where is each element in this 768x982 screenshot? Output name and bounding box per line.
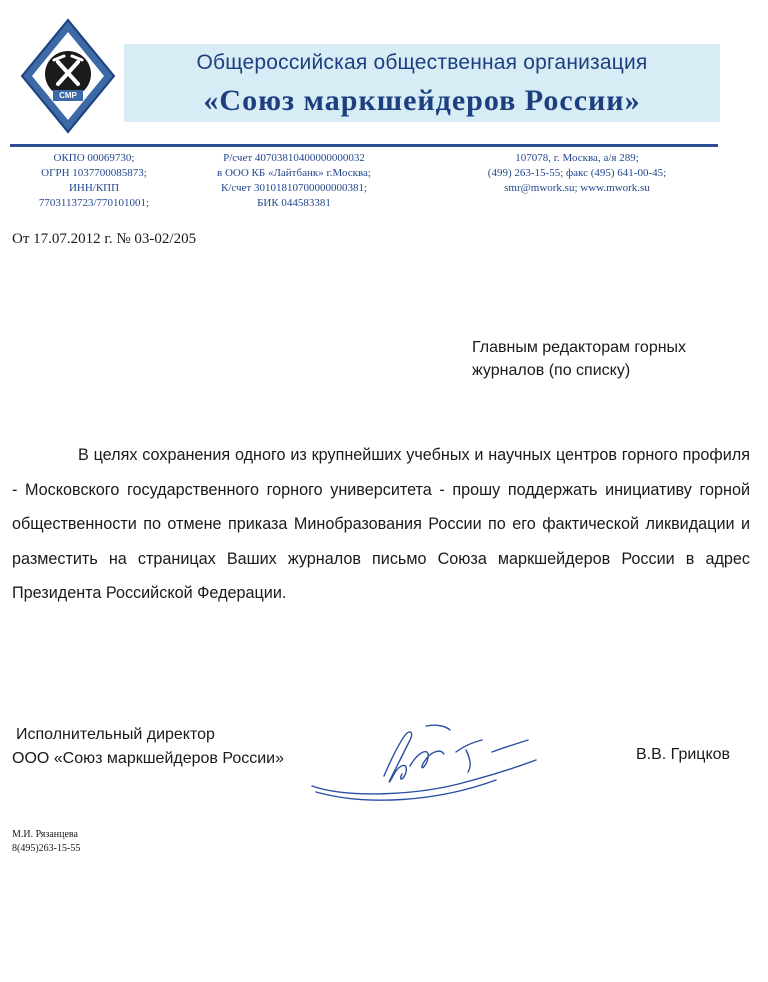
- requisite-line: ОГРН 1037700085873;: [41, 167, 147, 179]
- addressee-line: журналов (по списку): [472, 362, 631, 379]
- executor-phone: 8(495)263-15-55: [12, 843, 81, 854]
- requisite-line: 107078, г. Москва, а/я 289;: [515, 152, 639, 164]
- requisites-contacts: [452, 151, 702, 196]
- requisite-line: 7703113723/770101001;: [38, 197, 150, 209]
- signatory-title: [12, 723, 284, 771]
- executor-contact: [12, 828, 80, 856]
- handwritten-signature: [306, 722, 546, 812]
- requisites-codes: [14, 151, 174, 211]
- logo-text: СМР: [59, 91, 77, 100]
- addressee-line: Главным редакторам горных: [472, 339, 687, 356]
- signatory-position: Исполнительный директор: [16, 726, 215, 743]
- requisite-line: в ООО КБ «Лайтбанк» г.Москва;: [217, 167, 371, 179]
- requisite-line: ИНН/КПП: [68, 182, 120, 194]
- organization-type: Общероссийская общественная организация: [196, 51, 648, 74]
- signatory-organization: ООО «Союз маркшейдеров России»: [12, 750, 284, 767]
- organization-banner: [124, 44, 720, 122]
- requisites-bank: [185, 151, 403, 211]
- addressee: [472, 336, 752, 382]
- requisite-line: smr@mwork.su; www.mwork.su: [504, 182, 650, 194]
- requisite-line: К/счет 30101810700000000381;: [220, 182, 368, 194]
- requisite-line: Р/счет 40703810400000000032: [223, 152, 365, 164]
- requisite-line: БИК 044583381: [257, 197, 331, 209]
- header-divider: [10, 144, 718, 147]
- requisite-line: (499) 263-15-55; факс (495) 641-00-45;: [487, 167, 667, 179]
- organization-logo: [20, 18, 116, 134]
- organization-name: «Союз маркшейдеров России»: [203, 84, 641, 117]
- signatory-name: В.В. Грицков: [636, 746, 731, 763]
- executor-name: М.И. Рязанцева: [12, 829, 78, 840]
- letter-body: В целях сохранения одного из крупнейших учебных и научных центров горного профиля - Московского государственного горного университета - прошу поддержать инициативу горной общественности по отмене приказа Минобразования России по его фактической ликвидации и разместить на страницах Ваших журналов письмо Союза маркшейдеров России в адрес Президента Российской Федерации.: [12, 446, 750, 602]
- requisite-line: ОКПО 00069730;: [53, 152, 135, 164]
- letter-date-number: От 17.07.2012 г. № 03-02/205: [12, 231, 197, 247]
